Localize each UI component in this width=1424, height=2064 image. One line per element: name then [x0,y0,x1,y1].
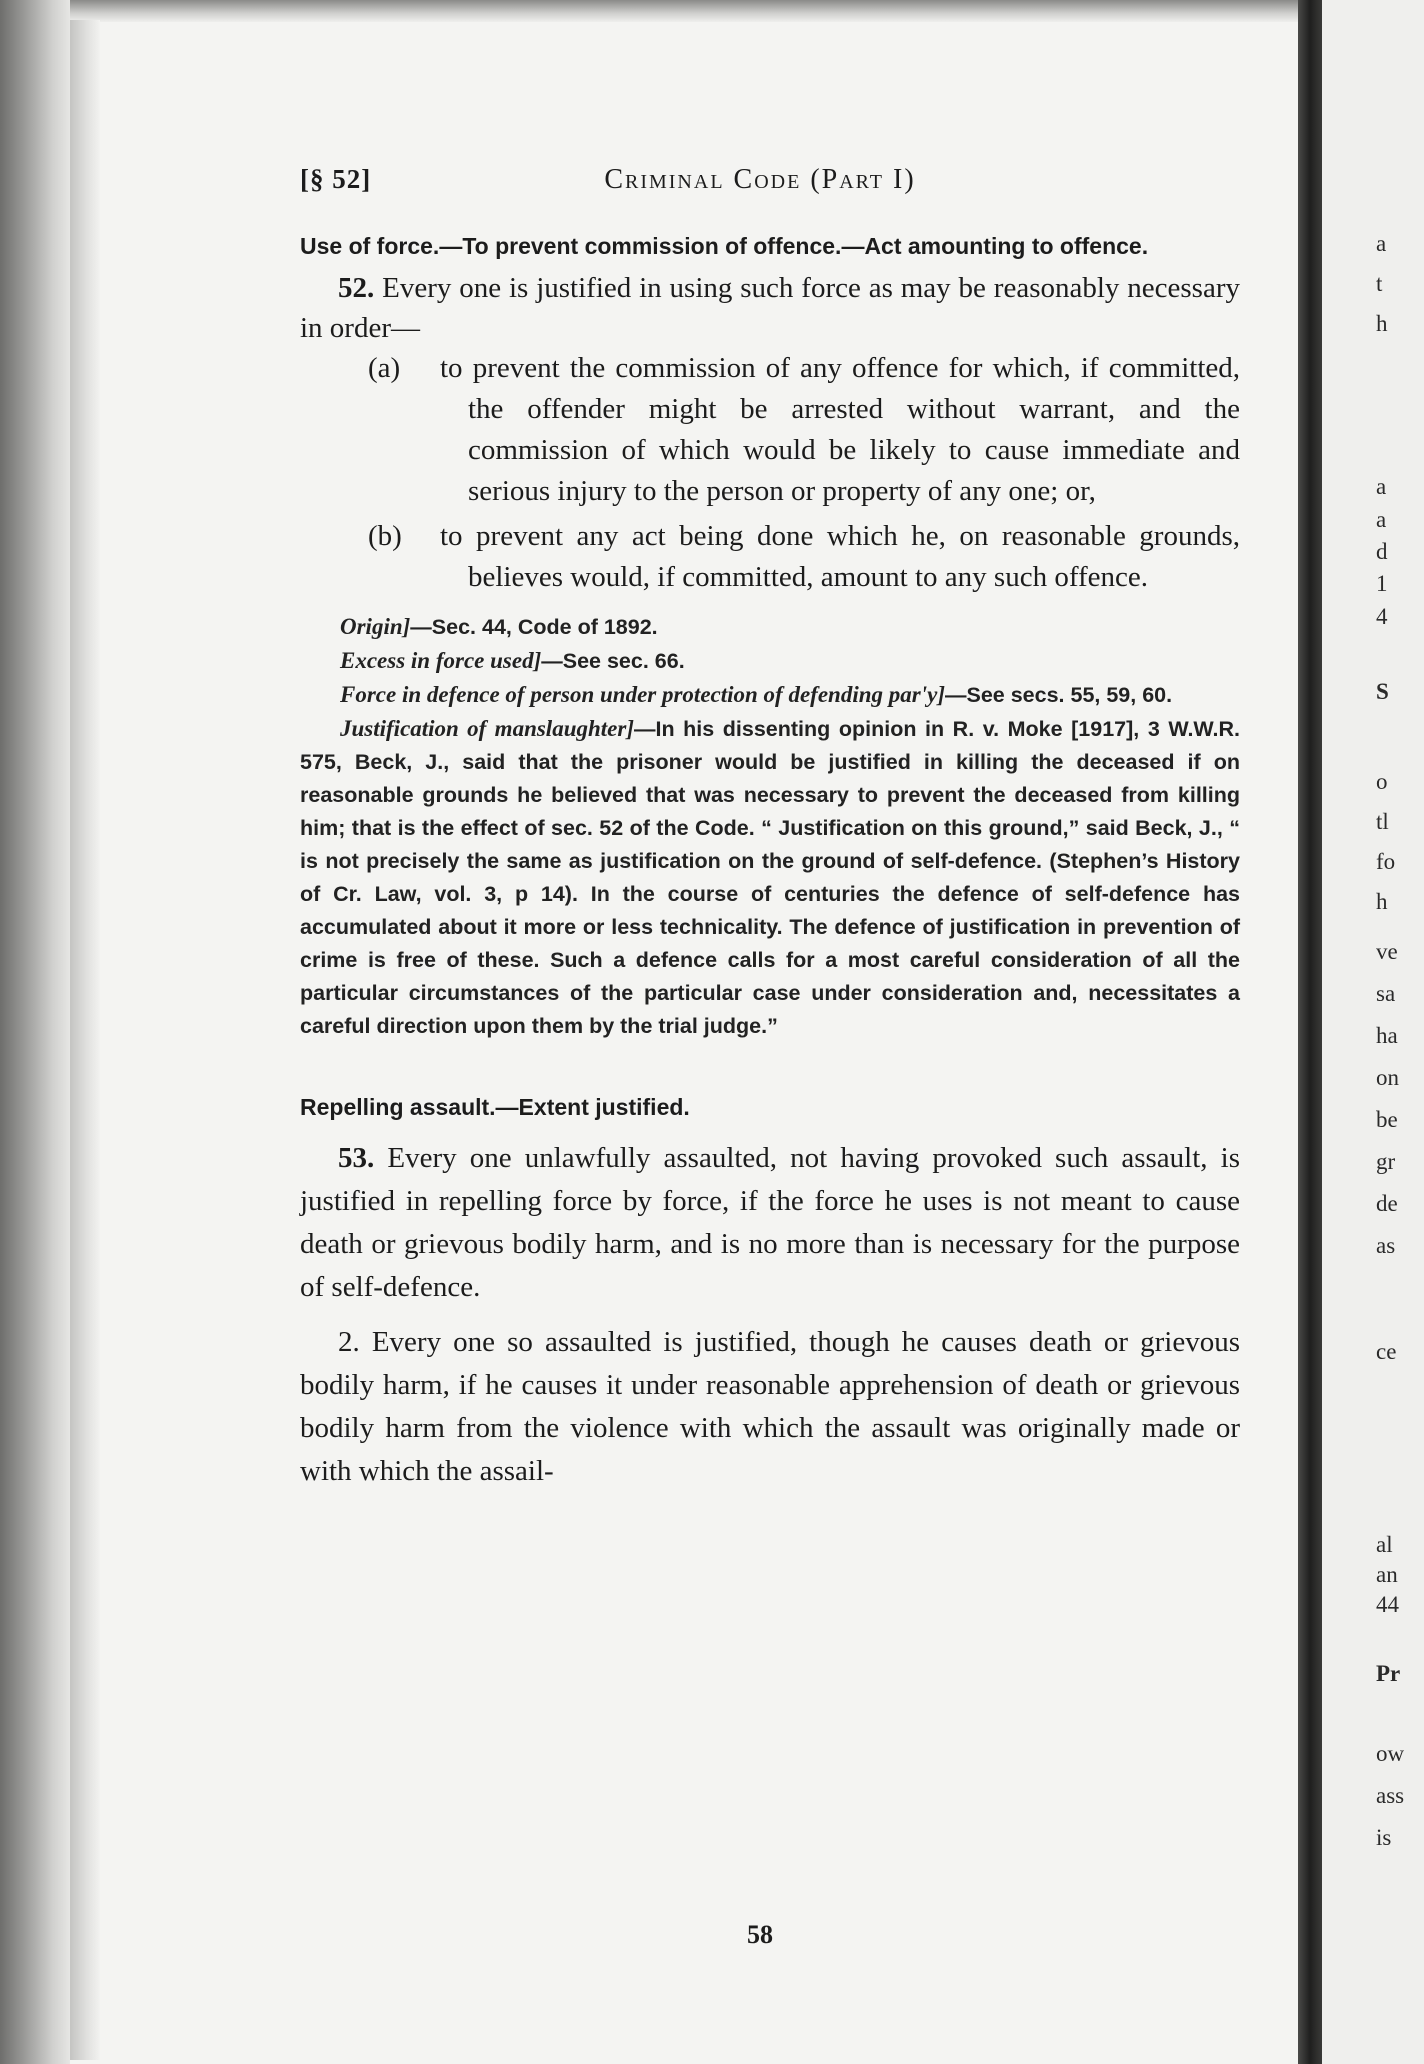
next-page-fragment: be [1376,1107,1398,1132]
next-page-fragment: de [1376,1191,1398,1216]
next-page-fragment: Pr [1376,1661,1401,1686]
section-reference: [§ 52] [300,164,372,194]
book-gutter [1298,0,1322,2064]
running-head [300,164,1250,198]
annotation-text: —Sec. 44, Code of 1892. [410,615,658,639]
next-page-fragment: h [1376,889,1388,914]
section-text: Every one is justified in using such force as may be reasonably necessary in order— [300,272,1240,344]
page-title: Criminal Code (Part I) [604,164,916,195]
next-page-fragment: ass [1376,1783,1405,1808]
section-53-para-1 [300,1137,1240,1309]
next-page-fragment: a [1376,507,1387,532]
clause-text: to prevent the commission of any offence for which, if committed, the offender might be arrested without warrant, and the commission of which would be likely to cause immediate and serious injury to the person or property of any one; or, [440,352,1240,507]
next-page-fragment: as [1376,1233,1396,1258]
next-page-fragment: ce [1376,1339,1397,1364]
next-page-fragment: gr [1376,1149,1396,1174]
next-page-fragment: 1 [1376,571,1388,596]
next-page-fragment: h [1376,311,1388,336]
clause-label: (a) [368,352,401,384]
next-page-fragment: fo [1376,849,1396,874]
section-52-intro [300,268,1240,348]
next-page-fragment: an [1376,1562,1398,1587]
next-page-fragment: o [1376,769,1388,794]
next-page-fragment: al [1376,1532,1393,1557]
next-page-fragment: d [1376,539,1388,564]
next-page-fragment: a [1376,474,1387,499]
scan-border-top [0,0,1424,22]
next-page-fragment: ow [1376,1741,1405,1766]
section-heading: Use of force.—To prevent commission of offence.—Act amounting to offence. [300,233,1149,259]
annotation-force-in-defence [300,678,1240,712]
next-page-fragment: t [1376,271,1383,296]
annotation-justification-manslaughter [300,712,1240,1043]
next-page-fragment: a [1376,231,1387,256]
page-edge [70,20,100,2060]
next-page-fragment: 44 [1376,1592,1399,1617]
next-page-fragment: sa [1376,981,1396,1006]
page-number: 58 [747,1920,773,1949]
clause-label: (b) [368,520,402,552]
section-number: 53. [338,1142,375,1174]
clause-b [300,516,1240,598]
next-page-edge [1322,0,1424,2064]
next-page-fragment: on [1376,1065,1399,1090]
next-page-fragment: ve [1376,939,1398,964]
section-number: 52. [338,272,375,304]
section-53-para-2: 2. Every one so assaulted is justified, though he causes death or grievous bodily harm, if he causes it under reasonable apprehension of death or grievous bodily harm from the violence with which the assault was originally made or with which the assail- [300,1326,1240,1487]
annotation-title: Justification of manslaughter] [340,716,634,741]
next-page-fragment: tl [1376,809,1389,834]
next-page-fragment: 4 [1376,604,1388,629]
page-body [300,230,1240,1493]
next-page-fragment: S [1376,679,1389,704]
clause-a [300,348,1240,512]
annotation-title: Origin] [340,614,411,639]
next-page-fragment: is [1376,1825,1392,1850]
annotation-title: Force in defence of person under protection of defending par'y] [340,682,945,707]
scan-border-left [0,0,70,2064]
annotation-excess-force [300,644,1240,678]
annotation-origin [300,610,1240,644]
next-page-fragment: ha [1376,1023,1398,1048]
annotation-title: Excess in force used] [340,648,542,673]
section-text: Every one unlawfully assaulted, not having provoked such assault, is justified in repelling force by force, if the force he uses is not meant to cause death or grievous bodily harm, and is no more than is necessary for the purpose of self-defence. [300,1142,1240,1303]
annotation-text: —In his dissenting opinion in R. v. Moke [1917], 3 W.W.R. 575, Beck, J., said that the prisoner would be justified in killing the deceased if on reasonable grounds he believed that was necessary to prevent the deceased from killing him; that is the effect of sec. 52 of the Code. “ Justification on this ground,” said Beck, J., “ is not precisely the same as justification on the ground of self-defence. (Stephen’s History of Cr. Law, vol. 3, p 14). In the course of centuries the defence of self-defence has accumulated about it more or less technicality. The defence of justification in prevention of crime is free of these. Such a defence calls for a most careful consideration of all the particular circumstances of the particular case under consideration and, necessitates a careful direction upon them by the trial judge.” [300,717,1240,1038]
clause-text: to prevent any act being done which he, on reasonable grounds, believes would, if committed, amount to any such offence. [440,520,1240,593]
annotation-text: —See sec. 66. [541,649,685,673]
annotation-text: —See secs. 55, 59, 60. [944,683,1173,707]
section-heading: Repelling assault.—Extent justified. [300,1094,690,1120]
